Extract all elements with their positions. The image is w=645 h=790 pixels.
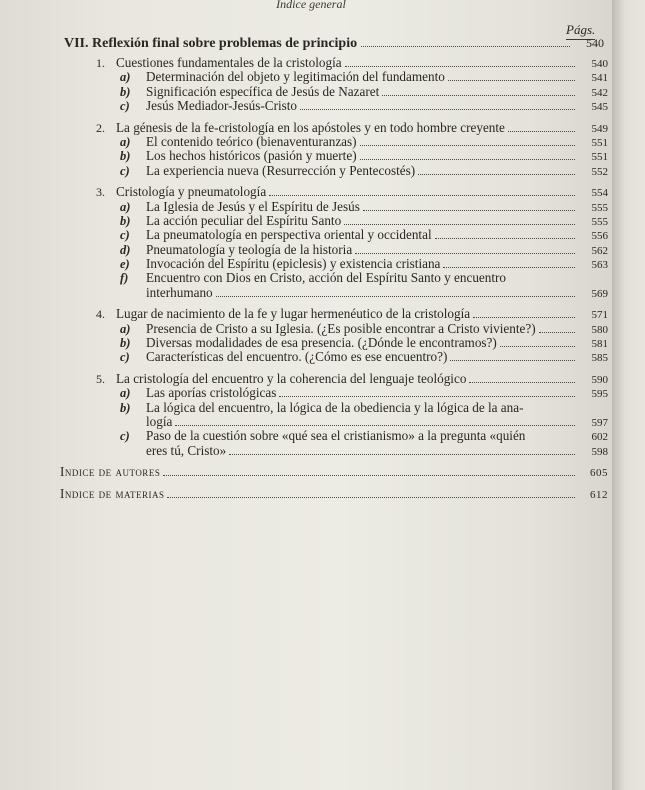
chapter-heading[interactable]: [64, 36, 604, 52]
chapter-title: Reflexión final sobre problemas de principio: [92, 36, 358, 51]
toc-section[interactable]: 2. La génesis de la fe-cristología en los apóstoles y en todo hombre creyente 549: [96, 119, 608, 135]
toc-item[interactable]: a) Presencia de Cristo a su Iglesia. (¿Es posible encontrar a Cristo viviente?) 580: [120, 320, 608, 336]
toc-item[interactable]: c) Paso de la cuestión sobre «qué sea el cristianismo» a la pregunta «quién 602: [120, 428, 608, 444]
toc-item[interactable]: b) La lógica del encuentro, la lógica de la obediencia y la lógica de la ana-: [120, 399, 524, 415]
toc-item[interactable]: a) Las aporías cristológicas 595: [120, 385, 608, 401]
section-title: Cuestiones fundamentales de la cristología: [116, 55, 342, 70]
toc-item[interactable]: b) Significación específica de Jesús de Nazaret 542: [120, 83, 608, 99]
toc-section[interactable]: 5. La cristología del encuentro y la coherencia del lenguaje teológico 590: [96, 370, 608, 386]
toc-item[interactable]: a) La Iglesia de Jesús y el Espíritu de Jesús 555: [120, 198, 608, 214]
toc-section[interactable]: 3. Cristología y pneumatología 554: [96, 184, 608, 200]
toc-item[interactable]: e) Invocación del Espíritu (epiclesis) y existencia cristiana 563: [120, 256, 608, 272]
toc-item[interactable]: b) Los hechos históricos (pasión y muerte) 551: [120, 148, 608, 164]
toc-item[interactable]: c) La pneumatología en perspectiva oriental y occidental 556: [120, 227, 608, 243]
section-title: Cristología y pneumatología: [116, 184, 267, 200]
pages-column-label: Págs.: [566, 22, 595, 40]
toc-item[interactable]: a) Determinación del objeto y legitimación del fundamento 541: [120, 69, 608, 85]
toc-item-continuation: interhumano 569: [146, 284, 608, 300]
section-title: Lugar de nacimiento de la fe y lugar hermenéutico de la cristología: [116, 306, 471, 322]
toc-item[interactable]: c) Jesús Mediador-Jesús-Cristo 545: [120, 98, 608, 114]
table-of-contents: [60, 56, 608, 501]
facing-page-edge: [612, 0, 645, 790]
section-page: 540: [591, 58, 608, 70]
leader-dots: [361, 46, 570, 47]
chapter-number: VII.: [64, 36, 89, 51]
toc-item-continuation: eres tú, Cristo» 598: [146, 442, 608, 458]
toc-item[interactable]: c) La experiencia nueva (Resurrección y Pentecostés) 552: [120, 162, 608, 178]
toc-item[interactable]: c) Características del encuentro. (¿Cómo es ese encuentro?) 585: [120, 349, 608, 365]
toc-item[interactable]: b) Diversas modalidades de esa presencia. (¿Dónde le encontramos?) 581: [120, 335, 608, 351]
toc-item[interactable]: b) La acción peculiar del Espíritu Santo 555: [120, 212, 608, 228]
toc-section[interactable]: 4. Lugar de nacimiento de la fe y lugar hermenéutico de la cristología 571: [96, 306, 608, 322]
toc-item[interactable]: f) Encuentro con Dios en Cristo, acción del Espíritu Santo y encuentro: [120, 270, 507, 286]
running-header: Indice general: [276, 0, 346, 11]
toc-item[interactable]: d) Pneumatología y teología de la historia 562: [120, 241, 608, 257]
toc-index-authors[interactable]: Indice de autores 605: [60, 464, 608, 480]
toc-item-continuation: logía 597: [146, 413, 608, 429]
toc-section[interactable]: 1. Cuestiones fundamentales de la cristología 540: [96, 55, 608, 70]
chapter-page: 540: [586, 36, 604, 50]
toc-index-subjects[interactable]: Indice de materias 612: [60, 485, 608, 501]
section-title: La génesis de la fe-cristología en los apóstoles y en todo hombre creyente: [116, 119, 505, 135]
toc-item[interactable]: a) El contenido teórico (bienaventuranzas) 551: [120, 133, 608, 149]
section-title: La cristología del encuentro y la coherencia del lenguaje teológico: [116, 370, 467, 386]
